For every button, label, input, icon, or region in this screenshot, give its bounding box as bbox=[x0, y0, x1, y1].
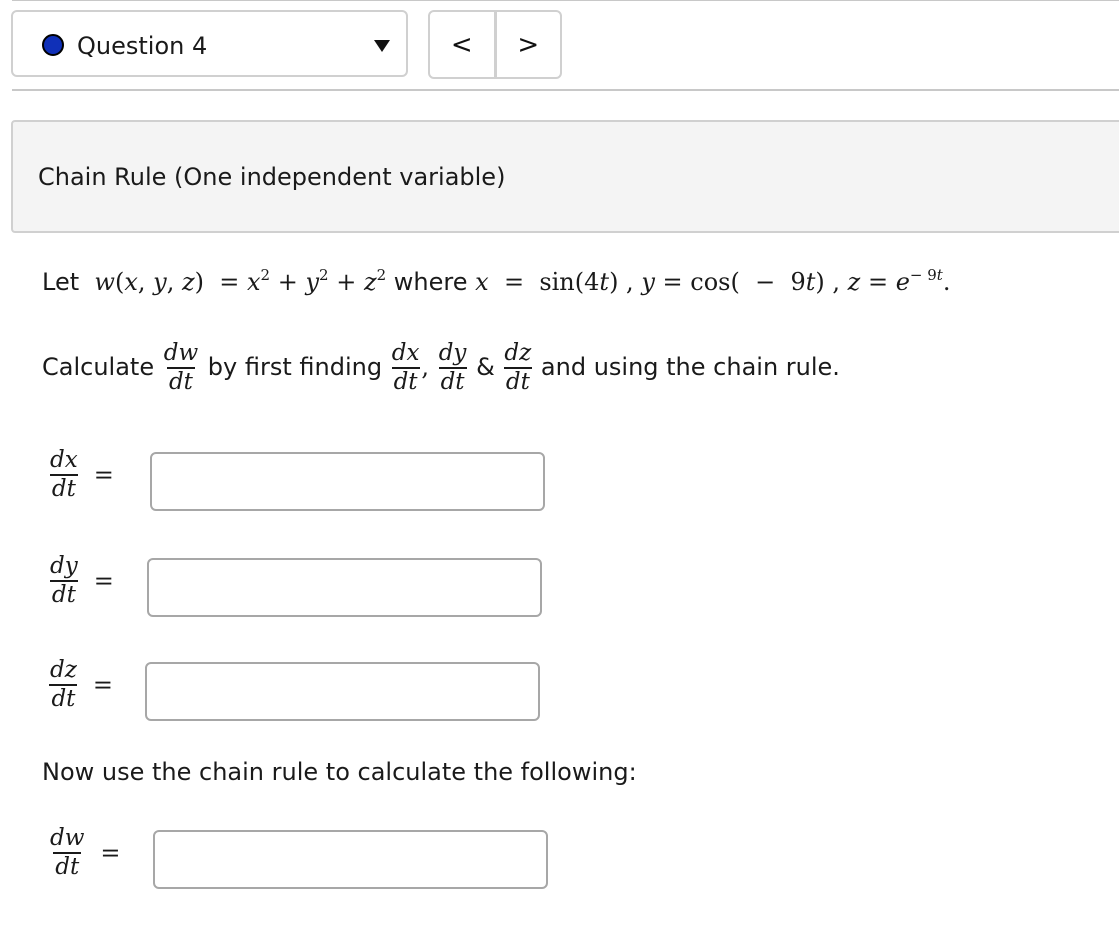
dwdt-label: $\frac{dw}{dt}$ bbox=[50, 825, 85, 880]
dwdt-row bbox=[48, 825, 122, 881]
dw-dt-fraction: $\frac{dw}{dt}$ bbox=[163, 340, 199, 395]
question-selector[interactable] bbox=[11, 10, 408, 77]
dwdt-answer-input[interactable] bbox=[153, 830, 548, 889]
next-question-button[interactable]: > bbox=[517, 29, 540, 60]
dzdt-row bbox=[48, 657, 115, 713]
dzdt-label: $\frac{dz}{dt}$ bbox=[50, 657, 77, 712]
dropdown-arrow-icon bbox=[374, 40, 390, 52]
dxdt-row bbox=[48, 447, 116, 503]
chain-rule-instruction: Now use the chain rule to calculate the following: bbox=[42, 758, 637, 786]
problem-title: Chain Rule (One independent variable) bbox=[38, 163, 506, 191]
dxdt-answer-input[interactable] bbox=[150, 452, 545, 511]
dy-dt-fraction: $\frac{dy}{dt}$ bbox=[438, 340, 467, 395]
question-label: Question 4 bbox=[77, 32, 208, 60]
function-definition bbox=[42, 266, 950, 296]
dzdt-answer-input[interactable] bbox=[145, 662, 540, 721]
top-divider bbox=[12, 0, 1119, 1]
ampersand: & bbox=[476, 353, 495, 381]
dxdt-label: $\frac{dx}{dt}$ bbox=[50, 447, 78, 502]
y-definition: y = cos( − 9t) , bbox=[641, 268, 841, 296]
prev-question-button[interactable]: < bbox=[450, 29, 473, 60]
dydt-label: $\frac{dy}{dt}$ bbox=[50, 553, 78, 608]
dydt-row bbox=[48, 553, 116, 609]
dydt-answer-input[interactable] bbox=[147, 558, 542, 617]
x-definition: x = sin(4t) , bbox=[475, 268, 634, 296]
dx-dt-fraction: $\frac{dx}{dt}$ bbox=[391, 340, 420, 395]
and-using-text: and using the chain rule. bbox=[540, 353, 840, 381]
question-nav bbox=[428, 10, 562, 79]
calculate-word: Calculate bbox=[42, 353, 155, 381]
equals-sign: = bbox=[93, 461, 114, 489]
header-divider bbox=[12, 89, 1119, 91]
equals-sign: = bbox=[93, 567, 114, 595]
question-status-dot bbox=[42, 34, 64, 56]
equals-sign: = bbox=[100, 839, 121, 867]
problem-title-panel bbox=[11, 120, 1119, 233]
function-lhs: w(x, y, $z) = x^2 + y^2 + z^2$ bbox=[94, 266, 387, 296]
instruction-line: Calculate $\frac{dw}{dt}$ by first finding $\frac{dx}{dt}$ , $\frac{dy}{dt}$ & $\frac{dz}{dt}$ and using the chain rule. bbox=[42, 340, 840, 395]
equals-sign: = bbox=[92, 671, 113, 699]
z-definition: $z = e^{- 9t}$. bbox=[847, 266, 951, 296]
let-word: Let bbox=[42, 268, 80, 296]
dz-dt-fraction: $\frac{dz}{dt}$ bbox=[504, 340, 532, 395]
where-word: where bbox=[393, 268, 468, 296]
by-first-finding: by first finding bbox=[207, 353, 383, 381]
